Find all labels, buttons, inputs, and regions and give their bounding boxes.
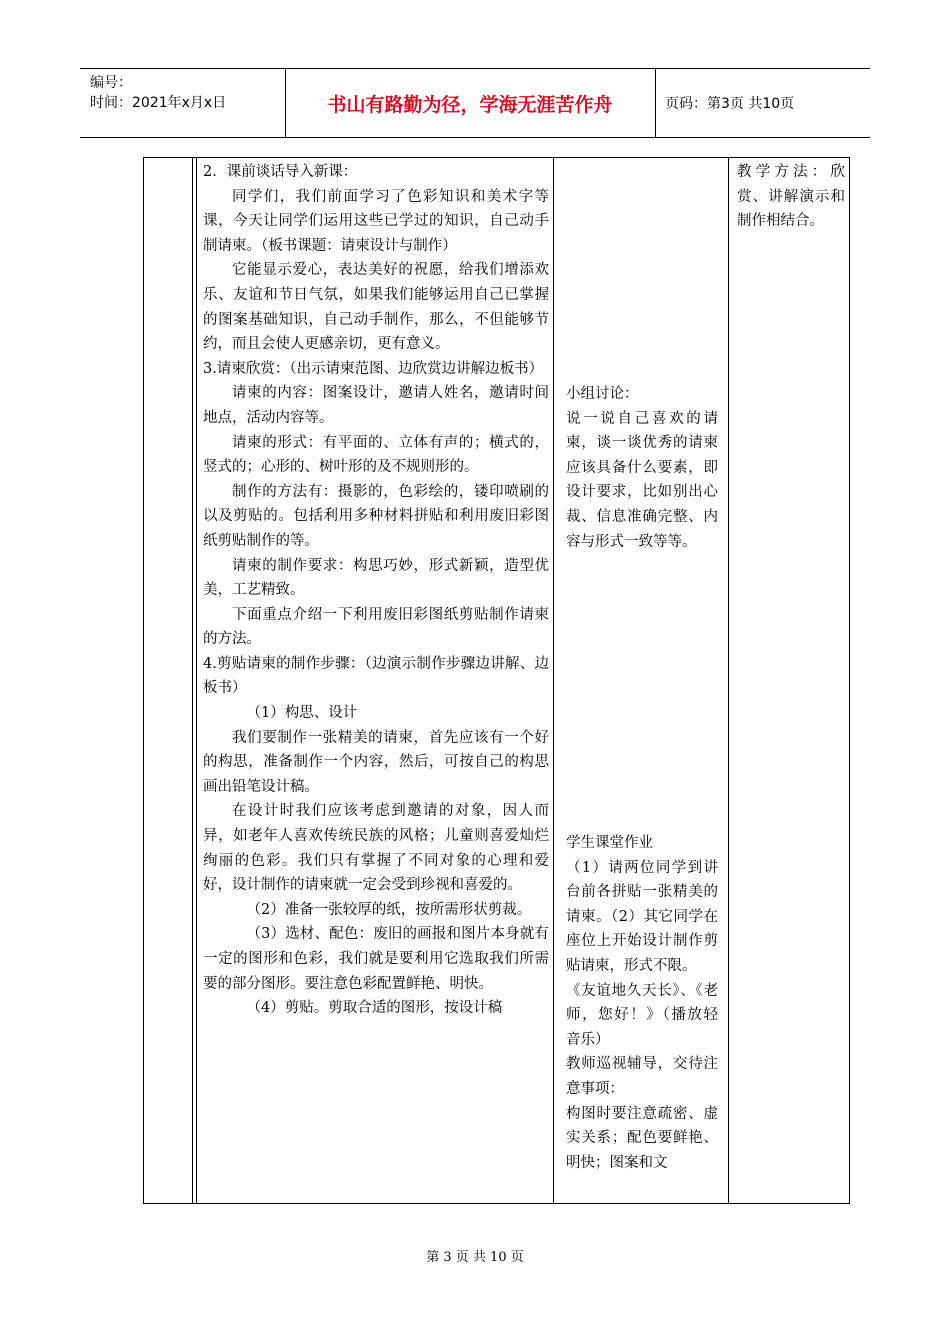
column-divider — [728, 158, 729, 1203]
activity-title: 小组讨论： — [566, 386, 639, 402]
paragraph: （4）剪贴。剪取合适的图形，按设计稿 — [246, 1000, 503, 1017]
student-activity-homework — [566, 831, 718, 1175]
activity-text: 说一说自己喜欢的请柬，谈一谈优秀的请柬应该具备什么要素，即设计要求，比如别出心裁、信息准确完整、内容与形式一致等等。 — [566, 410, 718, 550]
paragraph: 制作的方法有：摄影的，色彩绘的，镂印喷刷的以及剪贴的。包括利用多种材料拼贴和利用废旧彩图纸剪贴制作的等。 — [203, 483, 549, 549]
header-meta — [90, 73, 226, 113]
paragraph: 它能显示爱心，表达美好的祝愿，给我们增添欢乐、友谊和节日气氛，如果我们能够运用自己已掌握的图案基础知识，自己动手制作，那么，不但能够节约，而且会使人更感亲切，更有意义。 — [203, 262, 549, 353]
header-page-info: 页码：第3页 共10页 — [665, 96, 795, 112]
header-divider — [655, 69, 656, 137]
section-title: 4.剪贴请柬的制作步骤：（边演示制作步骤边讲解、边板书） — [203, 655, 549, 697]
page-footer: 第 3 页 共 10 页 — [426, 1250, 524, 1265]
time-label: 时间：2021年x月x日 — [90, 95, 227, 111]
teaching-method-column — [737, 160, 845, 234]
teaching-process-column — [203, 160, 549, 1021]
paragraph: 请柬的形式：有平面的、立体有声的；横式的，竖式的；心形的、树叶形的及不规则形的。 — [203, 434, 549, 476]
paragraph: 请柬的制作要求：构思巧妙，形式新颖，造型优美，工艺精致。 — [203, 557, 549, 599]
activity-text: 《友谊地久天长》、《老师，您好！》（播放轻音乐） — [566, 982, 718, 1048]
paragraph: 下面重点介绍一下利用废旧彩图纸剪贴制作请柬的方法。 — [203, 606, 549, 648]
activity-text: 教师巡视辅导，交待注意事项： — [566, 1056, 718, 1097]
method-text: 教学方法：欣赏、讲解演示和制作相结合。 — [737, 164, 845, 230]
lesson-table — [143, 157, 850, 1204]
section-title: 2．课前谈话导入新课： — [203, 164, 358, 180]
paragraph: （2）准备一张较厚的纸，按所需形状剪裁。 — [246, 901, 532, 918]
paragraph: 我们要制作一张精美的请柬，首先应该有一个好的构思，准备制作一个内容，然后，可按自己的构思画出铅笔设计稿。 — [203, 729, 549, 795]
paragraph: 同学们，我们前面学习了色彩知识和美术字等课，今天让同学们运用这些已学过的知识，自己动手制请柬。（板书课题：请柬设计与制作） — [203, 188, 549, 254]
paragraph: （3）选材、配色：废旧的画报和图片本身就有一定的图形和色彩，我们就是要利用它选取我们所需要的部分图形。要注意色彩配置鲜艳、明快。 — [203, 926, 549, 992]
activity-text: 构图时要注意疏密、虚实关系；配色要鲜艳、明快；图案和文 — [566, 1105, 718, 1171]
step-title: （1）构思、设计 — [246, 705, 358, 722]
paragraph: 在设计时我们应该考虑到邀请的对象，因人而异，如老年人喜欢传统民族的风格；儿童则喜爱灿烂绚丽的色彩。我们只有掌握了不同对象的心理和爱好，设计制作的请柬就一定会受到珍视和喜爱的。 — [203, 803, 549, 894]
number-label: 编号： — [90, 75, 132, 91]
student-activity-discussion — [566, 382, 718, 554]
header-motto: 书山有路勤为径，学海无涯苦作舟 — [327, 93, 613, 116]
section-title: 3.请柬欣赏：（出示请柬范图、边欣赏边讲解边板书） — [203, 360, 544, 377]
paragraph: 请柬的内容：图案设计，邀请人姓名，邀请时间地点，活动内容等。 — [203, 385, 549, 426]
activity-text: （1）请两位同学到讲台前各拼贴一张精美的请柬。（2）其它同学在座位上开始设计制作剪贴请柬，形式不限。 — [566, 859, 718, 974]
activity-title: 学生课堂作业 — [566, 835, 653, 851]
column-divider — [192, 158, 193, 1203]
column-divider — [553, 158, 554, 1203]
column-divider — [196, 158, 197, 1203]
page-header — [80, 68, 870, 138]
